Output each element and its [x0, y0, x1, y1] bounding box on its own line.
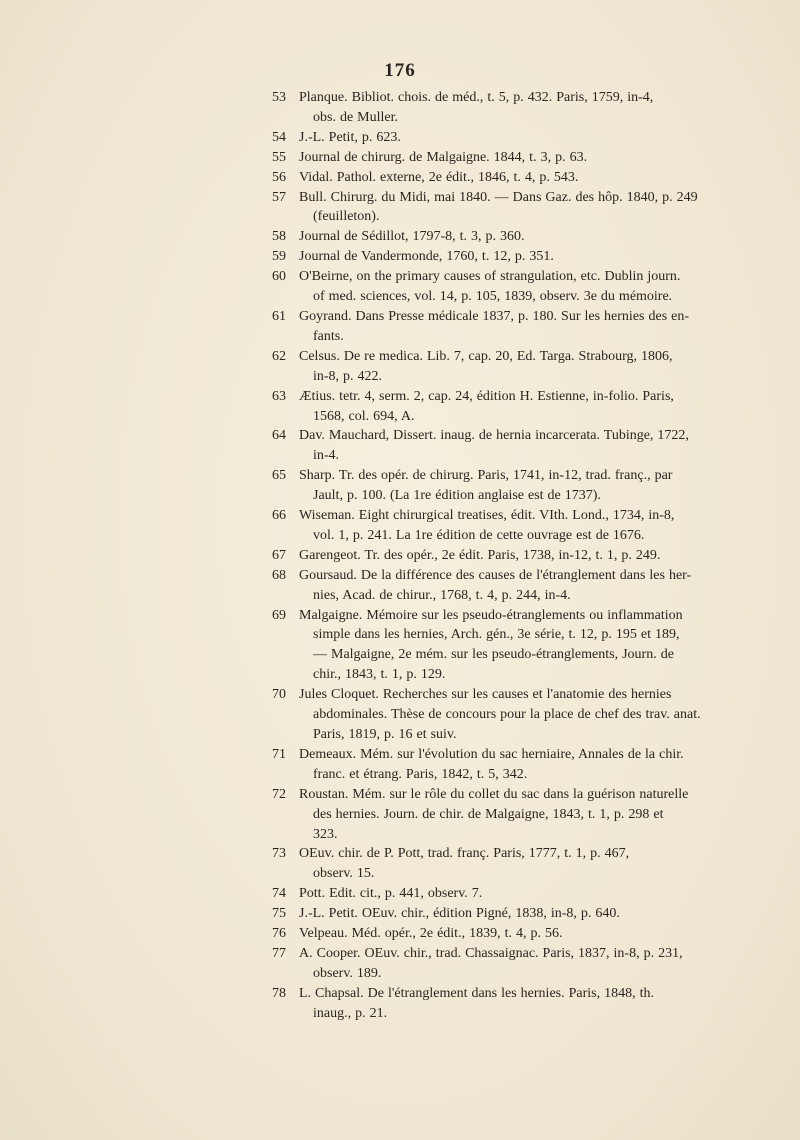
reference-line: OEuv. chir. de P. Pott, trad. franç. Paris, 1777, t. 1, p. 467,: [299, 846, 630, 862]
reference-entry: [270, 924, 756, 944]
reference-number: 68: [272, 567, 286, 583]
reference-entry: [270, 247, 756, 267]
reference-text: [300, 307, 756, 347]
reference-entry: [270, 466, 756, 506]
reference-text: [300, 745, 756, 785]
reference-text: [300, 188, 756, 228]
reference-entry: [270, 267, 756, 307]
reference-text: [300, 924, 756, 944]
reference-number: 59: [272, 249, 286, 265]
reference-entry: [270, 188, 756, 228]
reference-entry: [270, 506, 756, 546]
reference-number: 69: [272, 607, 286, 623]
reference-line: A. Cooper. OEuv. chir., trad. Chassaignac. Paris, 1837, in-8, p. 231,: [299, 945, 683, 961]
reference-entry: [270, 904, 756, 924]
reference-line: of med. sciences, vol. 14, p. 105, 1839, observ. 3e du mémoire.: [313, 289, 673, 305]
reference-line: in-8, p. 422.: [313, 368, 383, 384]
reference-line: Planque. Bibliot. chois. de méd., t. 5, p. 432. Paris, 1759, in-4,: [299, 90, 654, 105]
reference-line: Jules Cloquet. Recherches sur les causes et l'anatomie des hernies: [299, 687, 672, 703]
reference-line: des hernies. Journ. de chir. de Malgaigne, 1843, t. 1, p. 298 et: [313, 806, 664, 822]
reference-number: 70: [272, 687, 286, 703]
reference-text: [300, 387, 756, 427]
reference-number: 62: [272, 348, 286, 364]
reference-number: 77: [272, 945, 286, 961]
reference-text: [300, 247, 756, 267]
reference-number: 54: [272, 129, 286, 145]
reference-line: Velpeau. Méd. opér., 2e édit., 1839, t. 4, p. 56.: [299, 926, 563, 942]
reference-line: simple dans les hernies, Arch. gén., 3e série, t. 12, p. 195 et 189,: [313, 627, 680, 643]
reference-number: 66: [272, 508, 286, 524]
reference-text: [300, 506, 756, 546]
reference-line: 1568, col. 694, A.: [313, 408, 415, 424]
reference-line: Celsus. De re medica. Lib. 7, cap. 20, Ed. Targa. Strabourg, 1806,: [299, 348, 673, 364]
reference-entry: [270, 884, 756, 904]
page-number: 176: [384, 60, 416, 81]
reference-line: Journal de chirurg. de Malgaigne. 1844, t. 3, p. 63.: [299, 149, 588, 165]
reference-line: Demeaux. Mém. sur l'évolution du sac herniaire, Annales de la chir.: [299, 746, 684, 762]
reference-entry: [270, 307, 756, 347]
reference-line: L. Chapsal. De l'étranglement dans les hernies. Paris, 1848, th.: [299, 985, 654, 1001]
reference-number: 73: [272, 846, 286, 862]
reference-line: fants.: [313, 328, 344, 344]
reference-line: Roustan. Mém. sur le rôle du collet du sac dans la guérison naturelle: [299, 786, 689, 802]
reference-line: Sharp. Tr. des opér. de chirurg. Paris, 1741, in-12, trad. franç., par: [299, 468, 673, 484]
reference-line: Vidal. Pathol. externe, 2e édit., 1846, t. 4, p. 543.: [299, 169, 579, 185]
reference-number: 56: [272, 169, 286, 185]
reference-line: in-4.: [313, 448, 340, 464]
reference-text: [300, 148, 756, 168]
reference-entry: [270, 944, 756, 984]
reference-text: [300, 168, 756, 188]
reference-line: (feuilleton).: [313, 209, 380, 225]
reference-number: 74: [272, 886, 286, 902]
reference-number: 76: [272, 926, 286, 942]
reference-line: nies, Acad. de chirur., 1768, t. 4, p. 244, in-4.: [313, 587, 571, 603]
reference-number: 61: [272, 308, 286, 324]
reference-text: [300, 984, 756, 1024]
reference-text: [300, 606, 756, 686]
reference-entry: [270, 785, 756, 845]
reference-entry: [270, 685, 756, 745]
reference-entry: [270, 227, 756, 247]
reference-text: [300, 566, 756, 606]
reference-line: Journal de Vandermonde, 1760, t. 12, p. 351.: [299, 249, 554, 265]
reference-number: 65: [272, 468, 286, 484]
reference-entry: [270, 128, 756, 148]
reference-entry: [270, 168, 756, 188]
reference-text: [300, 884, 756, 904]
reference-line: Wiseman. Eight chirurgical treatises, édit. VIth. Lond., 1734, in-8,: [299, 508, 675, 524]
reference-text: [300, 844, 756, 884]
reference-text: [300, 685, 756, 745]
reference-number: 60: [272, 269, 286, 285]
reference-number: 53: [272, 90, 286, 105]
reference-text: [300, 944, 756, 984]
reference-line: observ. 189.: [313, 965, 382, 981]
reference-entry: [270, 426, 756, 466]
reference-text: [300, 785, 756, 845]
reference-text: [300, 267, 756, 307]
reference-line: 323.: [313, 826, 338, 842]
reference-text: [300, 88, 756, 128]
reference-text: [300, 466, 756, 506]
reference-text: [300, 227, 756, 247]
reference-line: observ. 15.: [313, 866, 375, 882]
reference-line: Garengeot. Tr. des opér., 2e édit. Paris, 1738, in-12, t. 1, p. 249.: [299, 547, 661, 563]
reference-line: chir., 1843, t. 1, p. 129.: [313, 667, 446, 683]
reference-line: Bull. Chirurg. du Midi, mai 1840. — Dans Gaz. des hôp. 1840, p. 249: [299, 189, 698, 205]
reference-line: Ætius. tetr. 4, serm. 2, cap. 24, édition H. Estienne, in-folio. Paris,: [299, 388, 674, 404]
reference-number: 72: [272, 786, 286, 802]
reference-line: Goursaud. De la différence des causes de l'étranglement dans les her-: [299, 567, 692, 583]
reference-number: 58: [272, 229, 286, 245]
reference-entry: [270, 148, 756, 168]
reference-text: [300, 426, 756, 466]
reference-text: [300, 347, 756, 387]
reference-entry: [270, 745, 756, 785]
reference-number: 63: [272, 388, 286, 404]
reference-line: inaug., p. 21.: [313, 1005, 388, 1021]
reference-entry: [270, 546, 756, 566]
reference-entry: [270, 88, 756, 128]
reference-number: 64: [272, 428, 286, 444]
reference-entry: [270, 387, 756, 427]
reference-text: [300, 546, 756, 566]
reference-line: abdominales. Thèse de concours pour la place de chef des trav. anat.: [313, 707, 701, 723]
reference-number: 55: [272, 149, 286, 165]
reference-entry: [270, 347, 756, 387]
reference-line: Journal de Sédillot, 1797-8, t. 3, p. 360.: [299, 229, 525, 245]
reference-number: 57: [272, 189, 286, 205]
reference-line: vol. 1, p. 241. La 1re édition de cette ouvrage est de 1676.: [313, 527, 645, 543]
reference-line: Goyrand. Dans Presse médicale 1837, p. 180. Sur les hernies des en-: [299, 308, 690, 324]
reference-entry: [270, 844, 756, 884]
reference-number: 71: [272, 746, 286, 762]
reference-line: J.-L. Petit. OEuv. chir., édition Pigné, 1838, in-8, p. 640.: [299, 906, 620, 922]
reference-line: Pott. Edit. cit., p. 441, observ. 7.: [299, 886, 483, 902]
reference-list: [270, 88, 756, 1024]
reference-entry: [270, 566, 756, 606]
reference-text: [300, 128, 756, 148]
reference-entry: [270, 606, 756, 686]
reference-number: 75: [272, 906, 286, 922]
reference-line: Jault, p. 100. (La 1re édition anglaise est de 1737).: [313, 488, 601, 504]
reference-entry: [270, 984, 756, 1024]
reference-number: 78: [272, 985, 286, 1001]
reference-line: O'Beirne, on the primary causes of strangulation, etc. Dublin journ.: [299, 269, 681, 285]
reference-text: [300, 904, 756, 924]
reference-number: 67: [272, 547, 286, 563]
reference-line: Dav. Mauchard, Dissert. inaug. de hernia incarcerata. Tubinge, 1722,: [299, 428, 689, 444]
reference-line: obs. de Muller.: [313, 109, 398, 125]
reference-line: J.-L. Petit, p. 623.: [299, 129, 401, 145]
reference-line: Paris, 1819, p. 16 et suiv.: [313, 727, 457, 742]
reference-line: Malgaigne. Mémoire sur les pseudo-étranglements ou inflammation: [299, 607, 683, 623]
reference-line: franc. et étrang. Paris, 1842, t. 5, 342.: [313, 766, 528, 782]
reference-line: — Malgaigne, 2e mém. sur les pseudo-étranglements, Journ. de: [313, 647, 674, 663]
